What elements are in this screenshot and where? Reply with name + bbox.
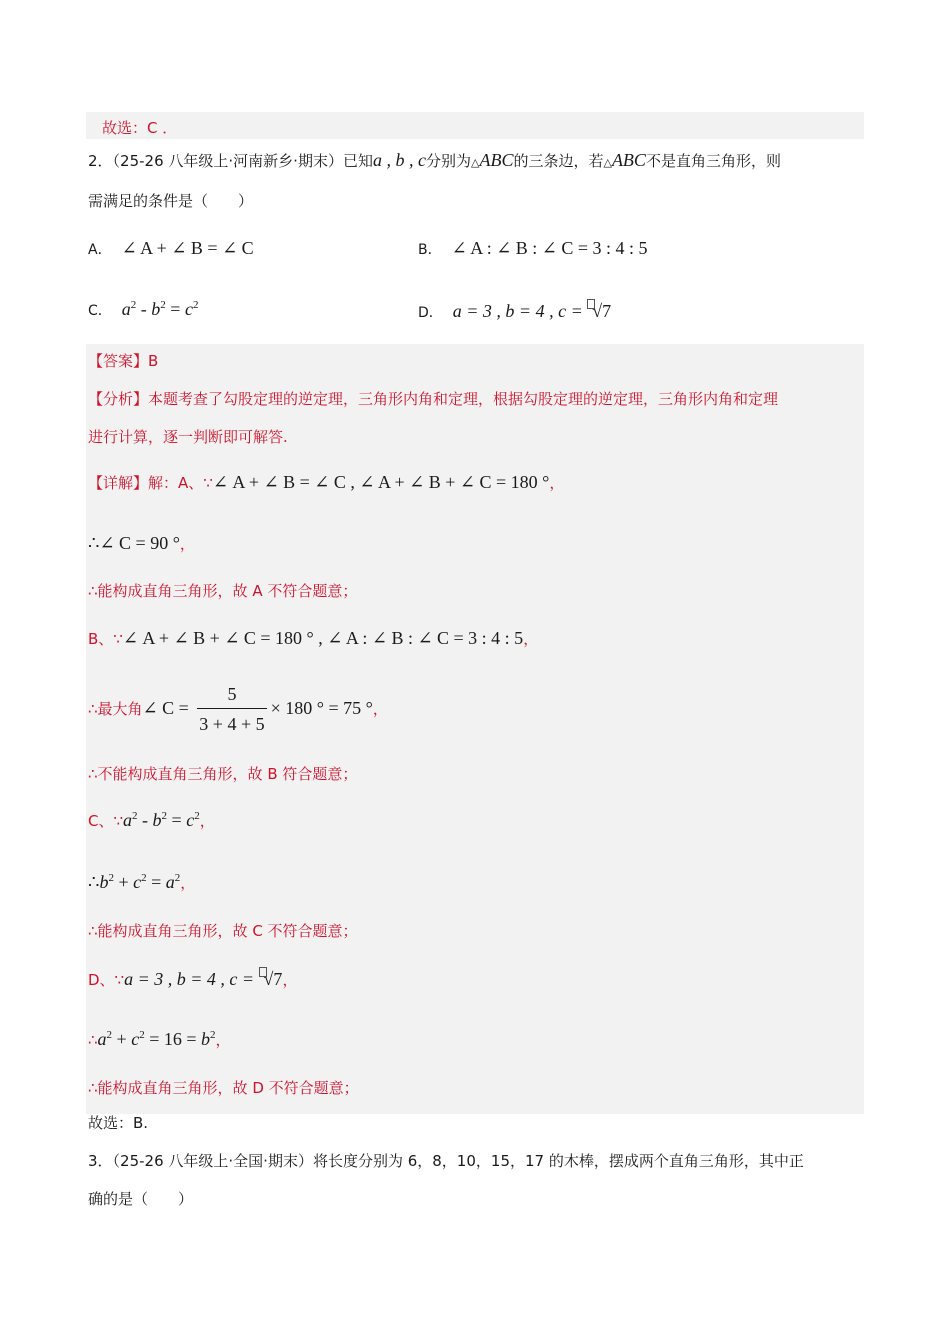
comma: ，: [215, 1031, 231, 1049]
q2-stem-text: 分别为: [425, 152, 471, 170]
detail-tag: 【详解】: [88, 474, 149, 492]
option-b[interactable]: [418, 238, 648, 259]
comma: ，: [372, 700, 388, 718]
c90-expr: ∠ C = 90 °: [99, 533, 180, 553]
comma: ，: [180, 874, 196, 892]
q2-stem-text: 的三条边，若: [513, 152, 604, 170]
detail-a-expr: ∠ A + ∠ B = ∠ C , ∠ A + ∠ B + ∠ C = 180 °: [212, 472, 550, 492]
detail-intro: 解：A、∵: [148, 474, 213, 492]
b-conclusion: ∴不能构成直角三角形，故 B 符合题意；: [88, 765, 358, 783]
q3-source: （25-26 八年级上·全国·期末）: [112, 1152, 313, 1170]
c-expr: $a^2 - b^2 = c^2$: [123, 810, 200, 830]
q2-stem-line1: [88, 150, 781, 171]
analysis-tag: 【分析】: [88, 390, 149, 408]
prev-answer-block: [86, 112, 864, 139]
prev-conclusion: 故选：C ．: [102, 119, 178, 137]
a-conclusion: ∴能构成直角三角形，故 A 不符合题意；: [88, 582, 358, 600]
b-max-rhs: × 180 ° = 75 °: [270, 698, 373, 718]
q2-stem-line2: 需满足的条件是（ ）: [88, 192, 254, 210]
comma: ，: [282, 971, 298, 989]
b-max-lhs: ∠ C =: [142, 698, 194, 718]
analysis-line2: 进行计算，逐一判断即可解答.: [88, 428, 288, 446]
option-c-label: C．: [88, 303, 112, 319]
fraction: [197, 684, 266, 735]
q2-vars: a , b , c: [372, 150, 426, 170]
q3-number: 3．: [88, 1152, 113, 1170]
fraction-denominator: 3 + 4 + 5: [199, 714, 265, 734]
answer-tag: 【答案】: [88, 352, 149, 370]
triangle-symbol: △: [470, 156, 480, 169]
q2-source: （25-26 八年级上·河南新乡·期末）: [112, 152, 343, 170]
option-b-label: B．: [418, 242, 442, 258]
option-c-expr: $a^2 - b^2 = c^2$: [121, 299, 199, 319]
option-b-expr: ∠ A : ∠ B : ∠ C = 3 : 4 : 5: [451, 238, 648, 258]
answer-line: [88, 350, 158, 371]
b-intro: B、∵: [88, 630, 123, 648]
option-d[interactable]: [418, 299, 611, 322]
d-expr: a = 3 , b = 4 , c = √7: [124, 969, 283, 989]
q2-stem-text: 不是直角三角形，则: [645, 152, 781, 170]
answer-value: B: [148, 352, 159, 370]
b-expr: ∠ A + ∠ B + ∠ C = 180 ° , ∠ A : ∠ B : ∠ C = 3 : 4 : 5: [122, 628, 524, 648]
detail-b-line: [88, 628, 538, 649]
triangle-symbol: △: [603, 156, 612, 169]
analysis-line1: [88, 388, 778, 409]
q2-number: 2．: [88, 152, 113, 170]
option-a[interactable]: [88, 238, 254, 259]
detail-c-line: [88, 810, 215, 831]
option-d-label: D．: [418, 305, 443, 321]
q2-stem-text: 已知: [342, 152, 373, 170]
q3-stem-line2: 确的是（ ）: [88, 1190, 194, 1208]
option-a-expr: ∠ A + ∠ B = ∠ C: [121, 238, 254, 258]
b-max-label: ∴最大角: [88, 700, 143, 718]
option-a-label: A．: [88, 242, 112, 258]
d-conclusion: ∴能构成直角三角形，故 D 不符合题意；: [88, 1079, 359, 1097]
therefore-symbol: ∴: [88, 1031, 98, 1049]
detail-d-therefore-line: [88, 1029, 231, 1050]
q2-abc: ABC: [611, 150, 646, 170]
option-d-expr: a = 3 , b = 4 , c = √7: [452, 301, 612, 321]
detail-c-therefore-line: [88, 872, 195, 893]
q3-stem-line1: [88, 1150, 804, 1171]
final-answer: 故选：B.: [88, 1114, 149, 1132]
d-sq-expr: $a^2 + c^2 = 16 = b^2$: [97, 1029, 216, 1049]
detail-a-line: [88, 472, 564, 493]
therefore-symbol: ∴: [88, 533, 100, 553]
c-therefore-expr: $\therefore b^2 + c^2 = a^2$: [88, 872, 181, 892]
d-intro: D、∵: [88, 971, 125, 989]
comma: ，: [179, 535, 195, 553]
c-conclusion: ∴能构成直角三角形，故 C 不符合题意；: [88, 922, 358, 940]
comma: ，: [549, 474, 565, 492]
c-intro: C、∵: [88, 812, 124, 830]
q3-stem-text: 将长度分别为 6，8，10，15，17 的木棒，摆成两个直角三角形，其中正: [312, 1152, 804, 1170]
detail-d-line: [88, 967, 297, 990]
q2-abc: ABC: [479, 150, 514, 170]
detail-c90-line: [88, 533, 195, 554]
option-c[interactable]: [88, 299, 198, 320]
comma: ，: [199, 812, 215, 830]
analysis-text: 本题考查了勾股定理的逆定理，三角形内角和定理，根据勾股定理的逆定理，三角形内角和定理: [148, 390, 779, 408]
detail-b-max-line: [88, 684, 388, 735]
fraction-numerator: 5: [197, 684, 266, 709]
comma: ，: [523, 630, 539, 648]
